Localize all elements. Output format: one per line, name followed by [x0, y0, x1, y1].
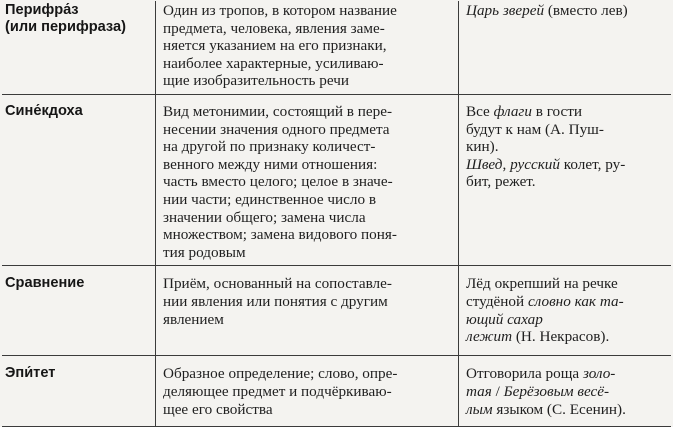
definition-line: Приём, основанный на сопоставле-: [163, 275, 392, 293]
example-fragment: будут к нам (А. Пуш-: [466, 120, 604, 138]
term-name: Эпи́тет: [5, 365, 56, 382]
table-row: [2, 266, 671, 356]
example-fragment: бит, режет.: [466, 173, 536, 191]
example-italic-fragment: золо-: [582, 365, 616, 383]
example-fragment: кин).: [466, 138, 499, 156]
example-line: [466, 401, 665, 419]
table-row: [2, 1, 671, 94]
definition-line: наиболее характерные, усиливаю-: [163, 54, 384, 72]
example-line: [466, 173, 665, 191]
example-line: [466, 365, 665, 383]
definition-line: множеством; замена видового поня-: [163, 226, 397, 244]
example-line: [466, 156, 665, 174]
example-line: [466, 2, 665, 20]
example-cell: [459, 1, 672, 94]
definition-line: няется указанием на его признаки,: [163, 37, 387, 55]
example-line: [466, 383, 665, 401]
definition-line: значении общего; замена числа: [163, 208, 366, 226]
table-row: [2, 94, 671, 265]
definition-line: явлением: [163, 310, 224, 328]
term-variant: (или перифраза): [5, 19, 126, 36]
definition-line: венного между ними отношения:: [163, 155, 378, 173]
example-line: [466, 328, 665, 346]
example-italic-fragment: русский: [510, 155, 560, 173]
term-cell: [2, 94, 156, 265]
example-cell: [459, 266, 672, 356]
example-fragment: ,: [502, 155, 511, 173]
example-italic-fragment: Швед: [466, 155, 503, 173]
example-fragment: (вместо лев): [544, 2, 628, 19]
example-cell: [459, 356, 672, 427]
example-cell: [459, 94, 672, 265]
example-italic-fragment: ющий сахар: [466, 310, 543, 328]
term-cell: [2, 266, 156, 356]
example-italic-fragment: лежит: [466, 328, 513, 346]
definition-line: предмета, человека, явления заме-: [163, 19, 385, 37]
example-line: [466, 138, 665, 156]
definition-line: деляющее предмет и подчёркиваю-: [163, 382, 392, 400]
example-italic-fragment: тая: [466, 382, 492, 400]
example-fragment: (Н. Некрасов).: [512, 328, 610, 346]
example-fragment: в гости: [531, 102, 583, 120]
example-fragment: Лёд окрепший на речке: [466, 275, 618, 293]
definition-line: Вид метонимии, состоящий в пере-: [163, 102, 393, 120]
definition-line: нии части; единственное число в: [163, 190, 377, 208]
definition-line: Один из тропов, в котором название: [163, 2, 397, 19]
example-italic-fragment: Берёзовым весё-: [503, 382, 610, 400]
definition-line: щее его свойства: [163, 400, 273, 418]
example-italic-fragment: флаги: [493, 102, 532, 120]
example-fragment: Отговорила роща: [466, 365, 583, 383]
term-cell: [2, 356, 156, 427]
definition-cell: [156, 1, 459, 94]
example-fragment: Все: [466, 102, 494, 120]
example-fragment: студёной: [466, 292, 528, 310]
definition-line: щие изобразительность речи: [163, 72, 349, 90]
definition-cell: [156, 94, 459, 265]
example-line: [466, 293, 665, 311]
example-fragment: колет, ру-: [560, 155, 626, 173]
definition-line: Образное определение; слово, опре-: [163, 365, 398, 383]
example-fragment: /: [491, 382, 504, 400]
example-line: [466, 311, 665, 329]
example-italic-fragment: Царь зверей: [466, 2, 545, 19]
example-line: [466, 103, 665, 121]
example-fragment: языком (С. Есенин).: [492, 400, 626, 418]
definition-line: на другой по признаку количест-: [163, 138, 376, 156]
example-italic-fragment: лым: [466, 400, 493, 418]
table-body: [2, 1, 671, 427]
example-line: [466, 121, 665, 139]
table-row: [2, 356, 671, 427]
term-name: Сине́кдоха: [5, 102, 83, 119]
example-italic-fragment: словно как та-: [527, 292, 624, 310]
definition-line: несении значения одного предмета: [163, 120, 390, 138]
term-cell: [2, 1, 156, 94]
term-name: Перифра́з: [5, 2, 79, 18]
definition-line: часть вместо целого; целое в значе-: [163, 173, 393, 191]
definition-line: тия родовым: [163, 243, 246, 261]
literary-devices-table: [2, 1, 671, 427]
definition-line: нии явления или понятия с другим: [163, 292, 388, 310]
term-name: Сравнение: [5, 275, 85, 292]
definition-cell: [156, 356, 459, 427]
example-line: [466, 275, 665, 293]
definition-cell: [156, 266, 459, 356]
